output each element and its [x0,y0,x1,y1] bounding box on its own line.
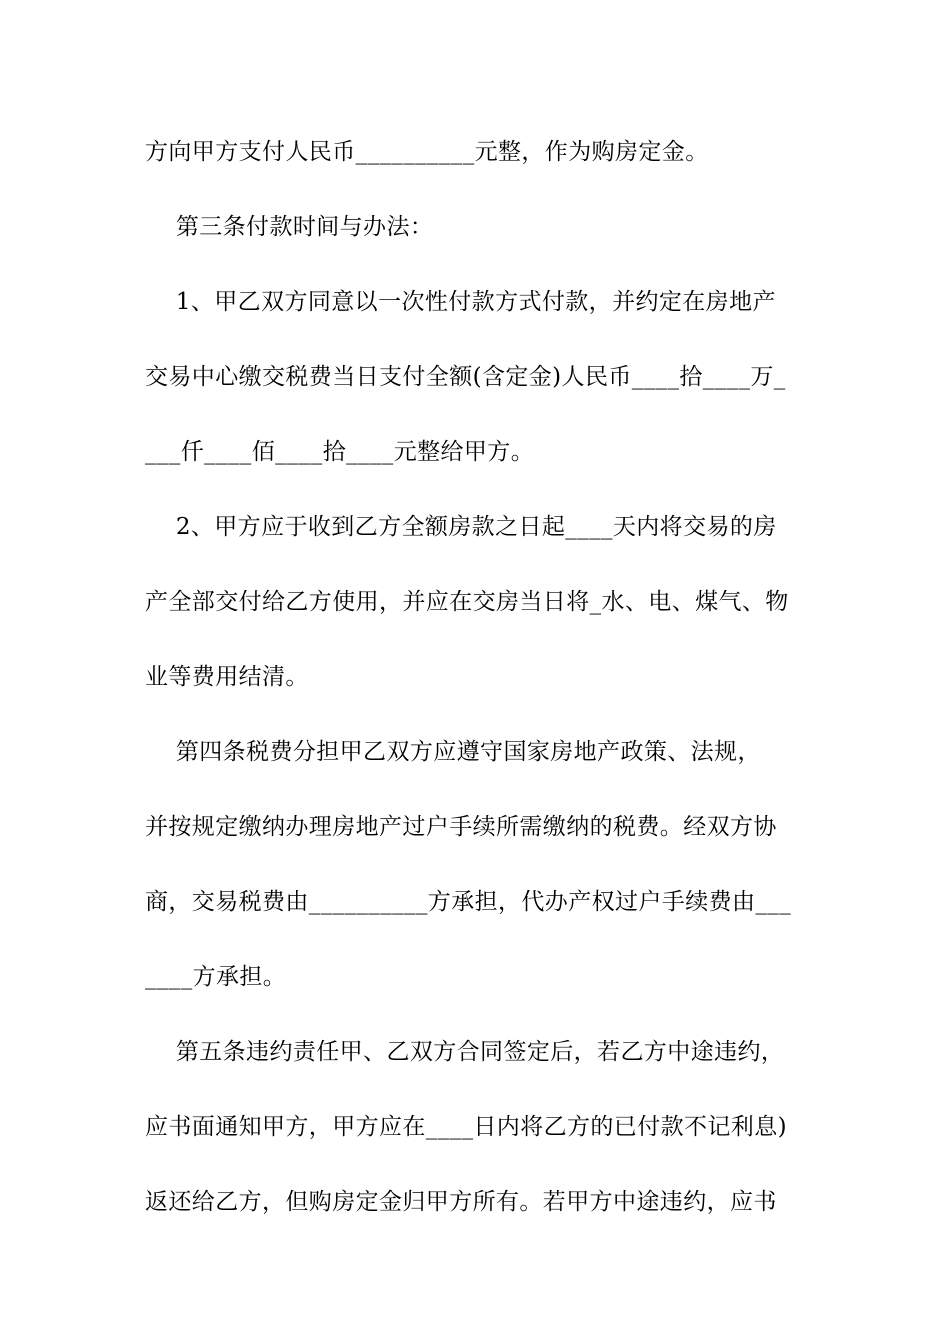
text-line: 2、甲方应于收到乙方全额房款之日起____天内将交易的房 [145,514,777,540]
text-line: 交易中心缴交税费当日支付全额(含定金)人民币____拾____万_ [145,364,786,390]
text-line: 业等费用结清。 [145,664,309,690]
text-line: 商，交易税费由__________方承担，代办产权过户手续费由___ [145,889,792,915]
text-line: 第五条违约责任甲、乙双方合同签定后，若乙方中途违约， [145,1039,785,1065]
text-line: 产全部交付给乙方使用，并应在交房当日将_水、电、煤气、物 [145,589,789,615]
text-line: ___仟____佰____拾____元整给甲方。 [145,439,535,465]
text-line: 方向甲方支付人民币__________元整，作为购房定金。 [145,139,709,165]
text-line: 返还给乙方，但购房定金归甲方所有。若甲方中途违约，应书 [145,1189,777,1215]
text-line: 第四条税费分担甲乙双方应遵守国家房地产政策、法规， [145,739,761,765]
text-line: ____方承担。 [145,964,287,990]
text-line: 应书面通知甲方，甲方应在____日内将乙方的已付款不记利息) [145,1114,787,1140]
text-line: 1、甲乙双方同意以一次性付款方式付款，并约定在房地产 [145,289,776,315]
text-line: 第三条付款时间与办法： [145,214,434,240]
text-line: 并按规定缴纳办理房地产过户手续所需缴纳的税费。经双方协 [145,814,777,840]
